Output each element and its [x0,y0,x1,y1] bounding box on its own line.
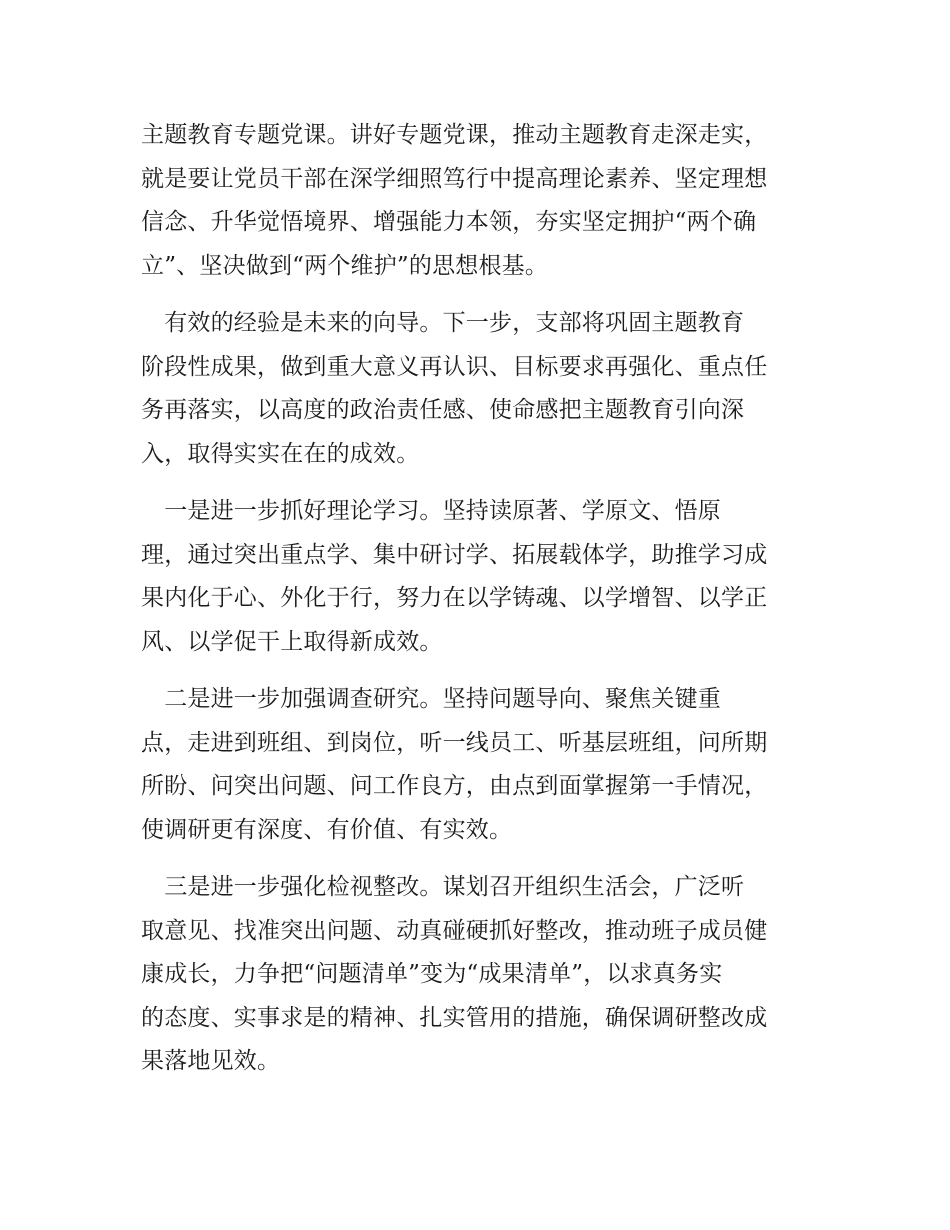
paragraph-investigation [141,678,809,852]
text-line: 风、以学促干上取得新成效。 [141,628,443,655]
text-line: 康成长，力争把“问题清单”变为“成果清单”，以求真务实 [141,961,723,987]
text-line: 二是进一步加强调查研究。坚持问题导向、聚焦关键重 [141,686,721,712]
text-line: 主题教育专题党课。讲好专题党课，推动主题教育走深走实， [141,122,768,148]
text-line: 的态度、实事求是的精神、扎实管用的措施，确保调研整改成 [141,1004,768,1031]
paragraph-next-step [141,302,809,476]
text-line: 点，走进到班组、到岗位，听一线员工、听基层班组，问所期 [141,729,768,756]
text-line: 理，通过突出重点学、集中研讨学、拓展载体学，助推学习成 [141,541,768,568]
text-line: 三是进一步强化检视整改。谋划召开组织生活会，广泛听 [141,874,745,900]
paragraph-rectification [141,866,809,1084]
text-line: 果内化于心、外化于行，努力在以学铸魂、以学增智、以学正 [141,585,768,611]
text-line: 果落地见效。 [141,1048,281,1074]
text-line: 就是要让党员干部在深学细照笃行中提高理论素养、坚定理想 [141,165,768,192]
text-line: 有效的经验是未来的向导。下一步，支部将巩固主题教育 [141,310,745,336]
text-line: 阶段性成果，做到重大意义再认识、目标要求再强化、重点任 [141,353,768,380]
text-line: 使调研更有深度、有价值、有实效。 [141,816,513,843]
text-line: 务再落实，以高度的政治责任感、使命感把主题教育引向深 [141,397,745,423]
text-line: 入，取得实实在在的成效。 [141,440,420,467]
document-body [141,114,809,1098]
text-line: 一是进一步抓好理论学习。坚持读原著、学原文、悟原 [141,498,721,524]
paragraph-intro [141,114,809,288]
text-line: 立”、坚决做到“两个维护”的思想根基。 [141,252,549,279]
text-line: 所盼、问突出问题、问工作良方，由点到面掌握第一手情况， [141,773,768,799]
text-line: 信念、升华觉悟境界、增强能力本领，夯实坚定拥护“两个确 [141,209,757,235]
paragraph-theory-study [141,490,809,664]
text-line: 取意见、找准突出问题、动真碰硬抓好整改，推动班子成员健 [141,917,768,944]
